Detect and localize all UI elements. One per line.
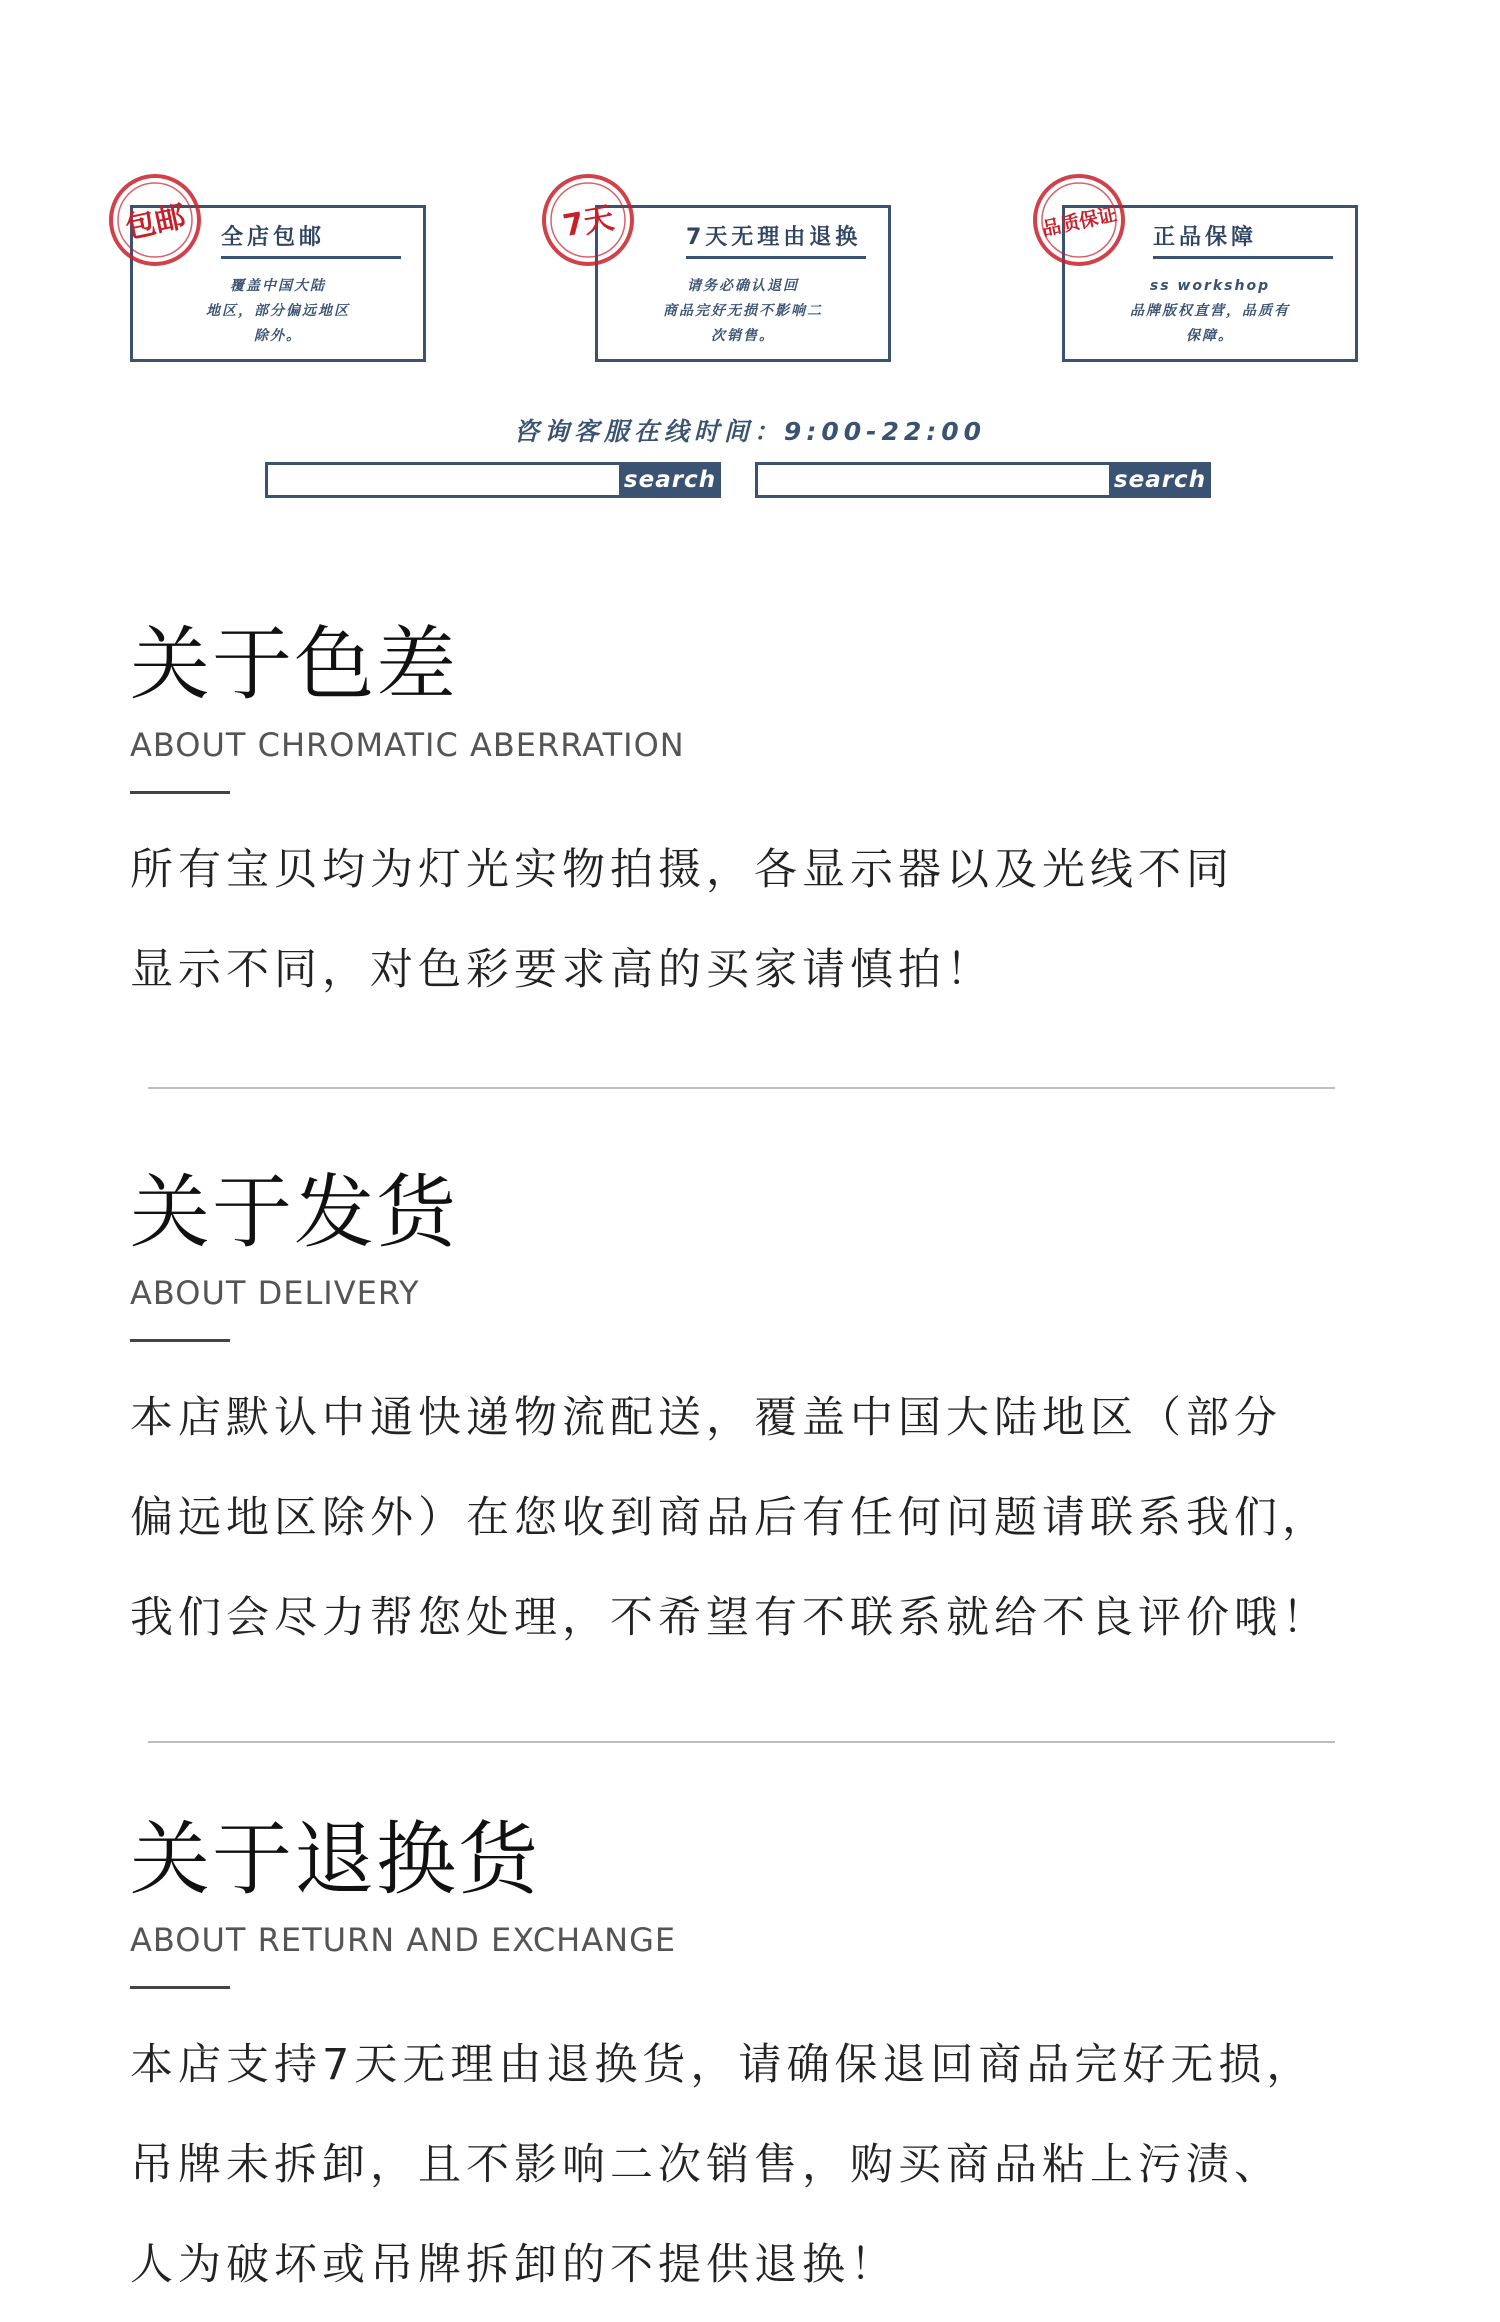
badge-title: 正品保障 — [1153, 220, 1333, 259]
free-shipping-stamp-icon — [105, 170, 205, 270]
body-line: 所有宝贝均为灯光实物拍摄，各显示器以及光线不同 — [130, 845, 1234, 895]
body-line: 本店支持7天无理由退换货，请确保退回商品完好无损， — [130, 2040, 1315, 2090]
search-button[interactable]: search — [619, 462, 721, 498]
badge-desc-line: 商品完好无损不影响二 — [663, 303, 823, 319]
section-body — [130, 1368, 1390, 1668]
section-divider — [148, 1087, 1335, 1089]
section-title-underline — [130, 1986, 230, 1989]
section-subtitle: ABOUT CHROMATIC ABERRATION — [130, 726, 685, 764]
service-badge-7day-return — [595, 205, 891, 362]
badge-desc-line: 除外。 — [254, 328, 302, 344]
badge-desc-line: ss workshop — [1149, 278, 1271, 294]
stamp-text: 品质保证 — [1039, 203, 1119, 241]
body-line: 吊牌未拆卸，且不影响二次销售，购买商品粘上污渍、 — [130, 2140, 1282, 2190]
search-bar — [265, 462, 721, 498]
search-input[interactable] — [265, 462, 619, 498]
badge-description — [151, 274, 405, 349]
stamp-text: 7天 — [560, 200, 617, 245]
body-line: 本店默认中通快递物流配送，覆盖中国大陆地区（部分 — [130, 1393, 1282, 1443]
section-subtitle: ABOUT DELIVERY — [130, 1274, 420, 1312]
search-button[interactable]: search — [1109, 462, 1211, 498]
stamp-text: 包邮 — [122, 199, 189, 246]
section-title: 关于发货 — [130, 1166, 458, 1259]
body-line: 偏远地区除外）在您收到商品后有任何问题请联系我们， — [130, 1493, 1330, 1543]
section-title-underline — [130, 791, 230, 794]
badge-description — [616, 274, 870, 349]
7day-stamp-icon — [538, 170, 638, 270]
badge-desc-line: 地区，部分偏远地区 — [206, 303, 350, 319]
quality-guarantee-stamp-icon — [1029, 170, 1129, 270]
body-line: 我们会尽力帮您处理，不希望有不联系就给不良评价哦！ — [130, 1593, 1330, 1643]
search-bar — [755, 462, 1211, 498]
badge-desc-line: 品牌版权直营，品质有 — [1130, 303, 1290, 319]
body-line: 人为破坏或吊牌拆卸的不提供退换！ — [130, 2240, 898, 2290]
badge-desc-line: 保障。 — [1186, 328, 1234, 344]
section-body — [130, 2015, 1390, 2315]
section-delivery — [130, 1163, 1390, 1668]
badge-desc-line: 请务必确认退回 — [687, 278, 799, 294]
badge-desc-line: 次销售。 — [711, 328, 775, 344]
body-line: 显示不同，对色彩要求高的买家请慎拍！ — [130, 945, 994, 995]
section-title-underline — [130, 1339, 230, 1342]
section-title: 关于退换货 — [130, 1813, 540, 1906]
badge-title: 全店包邮 — [221, 220, 401, 259]
section-return-exchange — [130, 1810, 1390, 2315]
customer-service-hours: 咨询客服在线时间：9:00-22:00 — [513, 417, 987, 446]
section-title: 关于色差 — [130, 618, 458, 711]
section-chromatic-aberration — [130, 615, 1390, 1020]
badge-desc-line: 覆盖中国大陆 — [230, 278, 326, 294]
search-input[interactable] — [755, 462, 1109, 498]
section-body — [130, 820, 1390, 1020]
section-divider — [148, 1741, 1335, 1743]
section-subtitle: ABOUT RETURN AND EXCHANGE — [130, 1921, 677, 1959]
badge-title: 7天无理由退换 — [686, 220, 866, 259]
badge-description — [1083, 274, 1337, 349]
